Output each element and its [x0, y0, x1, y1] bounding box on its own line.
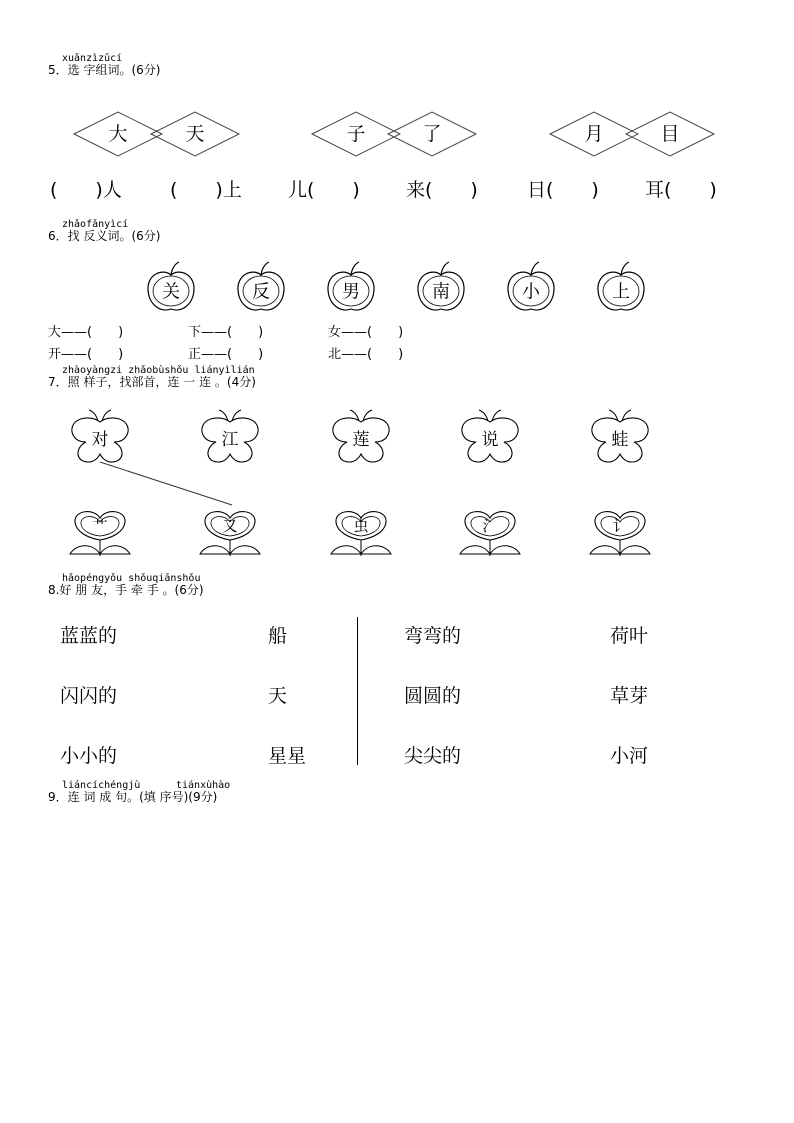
- apple-icon[interactable]: [238, 262, 284, 310]
- flower-radical: 艹: [92, 517, 108, 535]
- q8-right-word[interactable]: 弯弯的: [404, 625, 462, 647]
- q7-title: 7．照 样子，找部首，连 一 连 。(4分): [48, 375, 256, 389]
- apple-char: 南: [432, 281, 450, 303]
- q8-left-noun[interactable]: 船: [268, 625, 288, 647]
- butterfly-icon[interactable]: [72, 410, 128, 462]
- q8-left-noun[interactable]: 天: [268, 685, 288, 707]
- q8-left-noun[interactable]: 星星: [268, 745, 307, 767]
- diamond-pair-3: [550, 112, 714, 156]
- diamond-char[interactable]: 大: [108, 123, 128, 145]
- q8-divider: [357, 617, 358, 765]
- diamond-char[interactable]: 子: [346, 123, 366, 145]
- q7-pinyin: zhàoyàngzi zhǎobùshǒu liányìlián: [62, 365, 255, 376]
- antonym-pair[interactable]: 大——( ): [48, 325, 124, 340]
- diamond-char[interactable]: 月: [584, 123, 604, 145]
- butterfly-char: 江: [221, 430, 239, 450]
- antonym-pair[interactable]: 女——( ): [328, 325, 404, 340]
- butterfly-char: 蛙: [611, 430, 629, 450]
- q8-left-word[interactable]: 蓝蓝的: [60, 625, 118, 647]
- flower-radical: 虫: [353, 517, 369, 535]
- blank-1[interactable]: ( )人: [50, 179, 122, 201]
- apple-char: 关: [162, 281, 180, 303]
- diamond-pair-1: [74, 112, 239, 156]
- apple-icon[interactable]: [598, 262, 644, 310]
- apple-icon[interactable]: [418, 262, 464, 310]
- q8-right-word[interactable]: 尖尖的: [404, 745, 462, 767]
- q8-right-noun[interactable]: 荷叶: [610, 625, 649, 647]
- apple-icon[interactable]: [328, 262, 374, 310]
- antonym-pair[interactable]: 开——( ): [48, 347, 124, 362]
- flower-radical: 讠: [612, 517, 628, 535]
- q9-pinyin-2: tiánxùhào: [176, 780, 231, 791]
- flower-icon[interactable]: [460, 512, 520, 556]
- q8-right-noun[interactable]: 草芽: [610, 685, 649, 707]
- q8-left-word[interactable]: 闪闪的: [60, 685, 118, 707]
- diamond-char[interactable]: 了: [422, 123, 442, 145]
- apple-char: 上: [612, 281, 630, 303]
- q8-right-word[interactable]: 圆圆的: [404, 685, 462, 707]
- butterfly-icon[interactable]: [333, 410, 389, 462]
- antonym-pair[interactable]: 北——( ): [328, 347, 404, 362]
- example-line: [100, 462, 232, 505]
- q6-title: 6．找 反义词。(6分): [48, 229, 161, 243]
- antonym-pair[interactable]: 下——( ): [188, 325, 264, 340]
- q5-diamonds: [0, 100, 794, 170]
- flower-icon[interactable]: [590, 512, 650, 556]
- blank-3[interactable]: 儿( ): [288, 179, 360, 201]
- flower-icon[interactable]: [331, 512, 391, 556]
- q9-pinyin-1: liáncíchéngjù: [62, 780, 141, 791]
- blank-5[interactable]: 日( ): [527, 179, 599, 201]
- blank-6[interactable]: 耳( ): [645, 179, 717, 201]
- q6-pinyin: zhǎofǎnyìcí: [62, 219, 129, 230]
- q6-apples: [0, 258, 794, 318]
- apple-char: 反: [252, 281, 270, 303]
- apple-icon[interactable]: [148, 262, 194, 310]
- blank-2[interactable]: ( )上: [170, 179, 242, 201]
- q5-pinyin: xuǎnzìzǔcí: [62, 53, 123, 64]
- antonym-pair[interactable]: 正——( ): [188, 347, 264, 362]
- q8-pinyin: hǎopéngyǒu shǒuqiānshǒu: [62, 573, 201, 584]
- blank-4[interactable]: 来( ): [406, 179, 478, 201]
- butterfly-icon[interactable]: [592, 410, 648, 462]
- q9-title: 9．连 词 成 句。(填 序号)(9分): [48, 790, 218, 804]
- q8-title: 8.好 朋 友，手 牵 手 。(6分): [48, 583, 204, 597]
- flower-icon[interactable]: [200, 512, 260, 556]
- q8-right-noun[interactable]: 小河: [610, 745, 649, 767]
- apple-char: 男: [342, 281, 360, 303]
- flower-radical: 氵: [482, 517, 498, 535]
- diamond-pair-2: [312, 112, 476, 156]
- diamond-char[interactable]: 目: [660, 123, 680, 145]
- flower-radical: 又: [222, 517, 238, 535]
- q5-title: 5．选 字组词。(6分): [48, 63, 161, 77]
- butterfly-icon[interactable]: [202, 410, 258, 462]
- apple-icon[interactable]: [508, 262, 554, 310]
- butterfly-char: 说: [481, 430, 499, 450]
- butterfly-char: 莲: [352, 430, 370, 450]
- apple-char: 小: [522, 281, 540, 303]
- q7-matching: [0, 400, 794, 565]
- flower-icon[interactable]: [70, 512, 130, 556]
- butterfly-icon[interactable]: [462, 410, 518, 462]
- q8-left-word[interactable]: 小小的: [60, 745, 118, 767]
- butterfly-char: 对: [91, 430, 109, 450]
- diamond-char[interactable]: 天: [185, 123, 205, 145]
